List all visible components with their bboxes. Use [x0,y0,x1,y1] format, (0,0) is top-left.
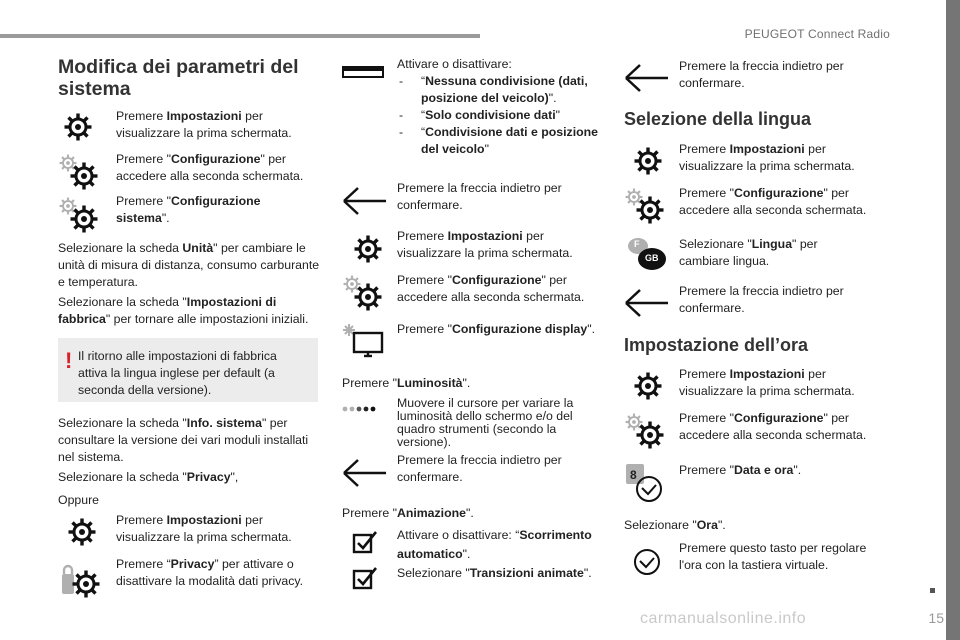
back-arrow-icon [342,458,388,488]
checkbox-icon [352,529,378,555]
toggle-bar-icon [342,66,384,78]
privacy-lock-icon [60,562,104,602]
date-time-icon [626,464,666,504]
section-title-language: Selezione della lingua [624,109,812,129]
warning-icon: ! [65,348,73,373]
step-settings: Premere Impostazioni per visualizzare la prima schermata. [116,109,292,140]
para-units: Selezionare la scheda Unità" per cambiare le unità di misura di distanza, consumo carburante e temperatura. [58,241,320,289]
page-edge-bar [946,0,960,640]
step-date-time: Premere "Data e ora". [679,463,802,477]
check-transitions: Selezionare "Transizioni animate". [397,566,592,580]
back-arrow-icon [624,288,670,318]
config-gear-icon [634,194,666,226]
warning-box [58,338,318,402]
display-screen-icon [340,322,386,358]
step-privacy: Premere “Privacy” per attivare o disattivare la modalità dati privacy. [116,557,304,588]
step-settings-4: Premere Impostazioni per visualizzare la prima schermata. [679,142,855,173]
step-system-config: Premere "Configurazione sistema". [116,194,261,225]
step-animation: Premere "Animazione". [342,506,474,520]
step-settings-5: Premere Impostazioni per visualizzare la prima schermata. [679,367,855,398]
step-ora: Selezionare "Ora". [624,518,726,532]
check-autoscroll: Attivare o disattivare: “Scorrimento automatico". [397,528,592,561]
watermark: carmanualsonline.info [640,610,807,627]
settings-gear-icon [632,370,664,402]
back-confirm-2: Premere la freccia indietro per confermare. [397,453,562,484]
flag-gb-label: GB [645,253,659,263]
checkbox-icon [352,565,378,591]
option-item: - “Condivisione dati e posizione del veicolo" [397,124,605,158]
back-arrow-icon [342,186,388,216]
system-gear-icon [68,203,100,235]
step-configuration-2: Premere "Configurazione" per accedere alla seconda schermata. [397,273,585,304]
privacy-options [397,73,605,158]
calendar-day: 8 [630,468,637,482]
page-number: 15 [928,610,944,626]
settings-gear-icon [352,233,384,265]
section-title-system: Modifica dei parametri del sistema [58,56,299,100]
step-language: Selezionare "Lingua" per cambiare lingua. [679,237,818,268]
step-display-config: Premere "Configurazione display". [397,322,596,336]
back-confirm-4: Premere la freccia indietro per confermare. [679,284,844,315]
section-title-time: Impostazione dell’ora [624,335,809,355]
slider-desc: Muovere il cursore per variare la luminosità dello schermo e/o del quadro strumenti (secondo la versione). [397,396,574,449]
para-oppure: Oppure [58,493,100,507]
para-factory: Selezionare la scheda "Impostazioni di fabbrica" per tornare alle impostazioni iniziali. [58,295,309,326]
para-privacy: Selezionare la scheda "Privacy", [58,470,239,484]
page-bullet [930,588,935,593]
back-confirm-3: Premere la freccia indietro per confermare. [679,59,844,90]
back-arrow-icon [624,63,670,93]
config-gear-icon [68,160,100,192]
clock-keyboard-icon [632,547,662,577]
slider-dots-icon [340,404,380,414]
option-item: - “Nessuna condivisione (dati, posizione del veicolo)". [397,73,605,107]
step-settings-3: Premere Impostazioni per visualizzare la prima schermata. [397,229,573,260]
privacy-intro: Attivare o disattivare: [397,57,512,71]
step-keyboard: Premere questo tasto per regolare l'ora con la tastiera virtuale. [679,541,867,572]
step-configuration-4: Premere "Configurazione" per accedere alla seconda schermata. [679,411,867,442]
settings-gear-icon [66,516,98,548]
language-flag-icon [628,238,668,270]
option-item: - “Solo condivisione dati" [397,107,605,124]
flag-f-label: F [634,239,640,249]
para-info: Selezionare la scheda "Info. sistema" per consultare la versione dei vari moduli installati nel sistema. [58,416,309,464]
settings-gear-icon [62,111,94,143]
config-gear-icon [634,419,666,451]
step-luminosity: Premere "Luminosità". [342,376,471,390]
step-configuration: Premere "Configurazione" per accedere alla seconda schermata. [116,152,304,183]
config-gear-icon [352,281,384,313]
back-confirm: Premere la freccia indietro per confermare. [397,181,562,212]
warning-text: Il ritorno alle impostazioni di fabbrica attiva la lingua inglese per default (a seconda della versione). [78,349,277,397]
brand-header: PEUGEOT Connect Radio [744,27,890,41]
settings-gear-icon [632,145,664,177]
header-rule [0,34,480,38]
step-configuration-3: Premere "Configurazione" per accedere alla seconda schermata. [679,186,867,217]
step-settings-2: Premere Impostazioni per visualizzare la prima schermata. [116,513,292,544]
